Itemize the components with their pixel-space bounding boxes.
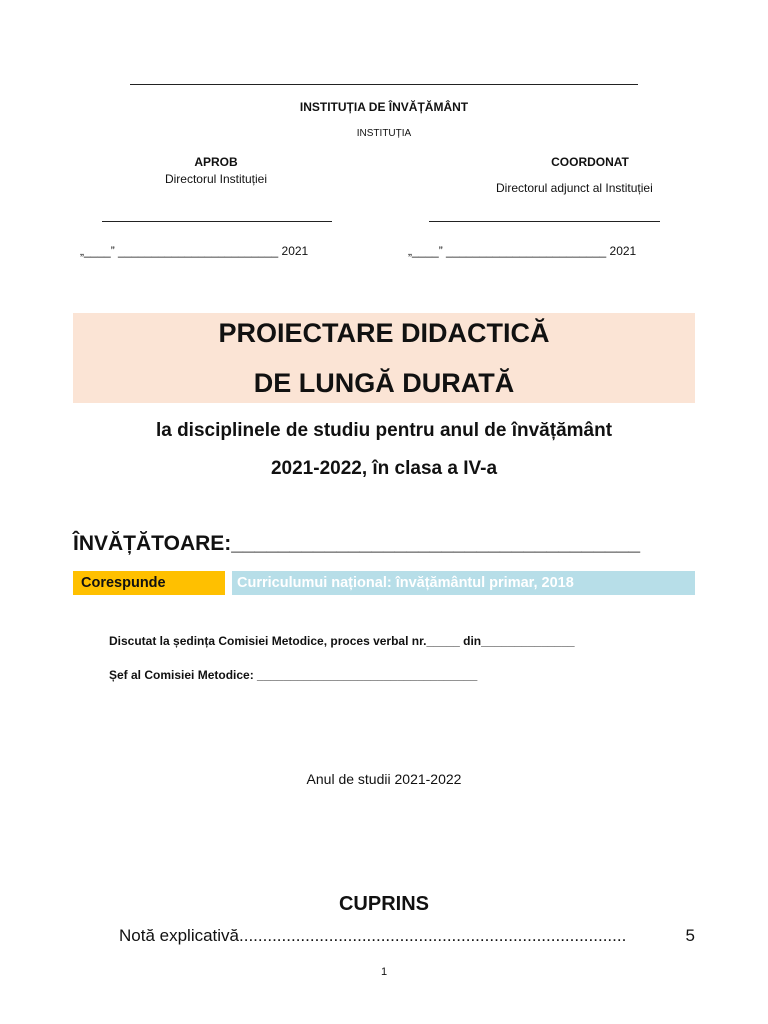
document-title-box — [73, 313, 695, 403]
top-signature-line — [130, 84, 638, 85]
contents-title: CUPRINS — [338, 893, 429, 915]
study-year — [0, 771, 768, 787]
contents-item-page: 5 — [685, 926, 695, 945]
committee-head: Șef al Comisiei Metodice: _________________________________ — [109, 668, 478, 682]
study-year-label: Anul de studii — [306, 771, 391, 787]
approve-date: „____” ________________________ 2021 — [80, 244, 309, 258]
teacher-label: ÎNVĂȚĂTOARE:___________________________________ — [73, 532, 641, 555]
contents-item[interactable] — [119, 926, 695, 946]
approve-title: APROB — [194, 155, 238, 169]
coordinate-date: „____” ________________________ 2021 — [408, 244, 637, 258]
document-title-line-2: DE LUNGĂ DURATĂ — [253, 368, 515, 398]
corresponds-tag: Corespunde — [73, 571, 225, 595]
study-year-value: 2021-2022 — [394, 771, 462, 787]
coordinate-title: COORDONAT — [551, 155, 629, 169]
contents-item-label: Notă explicativă — [119, 926, 240, 945]
document-subtitle-2: 2021-2022, în clasa a IV-a — [270, 458, 498, 479]
document-subtitle-1: la disciplinele de studiu pentru anul de învățământ — [155, 420, 613, 441]
committee-discussed: Discutat la ședința Comisiei Metodice, proces verbal nr._____ din______________ — [109, 634, 575, 648]
page-number: 1 — [380, 966, 388, 978]
curriculum-value: Curriculumui național: învățământul primar, 2018 — [232, 571, 695, 595]
institution-title: INSTITUȚIA DE ÎNVĂȚĂMÂNT — [299, 100, 469, 114]
coordinate-role: Directorul adjunct al Instituției — [496, 181, 653, 195]
coordinate-signature-line — [429, 221, 660, 222]
document-title-line-1: PROIECTARE DIDACTICĂ — [218, 318, 550, 348]
approve-signature-line — [102, 221, 332, 222]
contents-item-leader: .................................................................................. — [239, 926, 627, 945]
approve-role: Directorul Instituției — [164, 172, 268, 186]
institution-subtitle: INSTITUȚIA — [356, 128, 412, 139]
